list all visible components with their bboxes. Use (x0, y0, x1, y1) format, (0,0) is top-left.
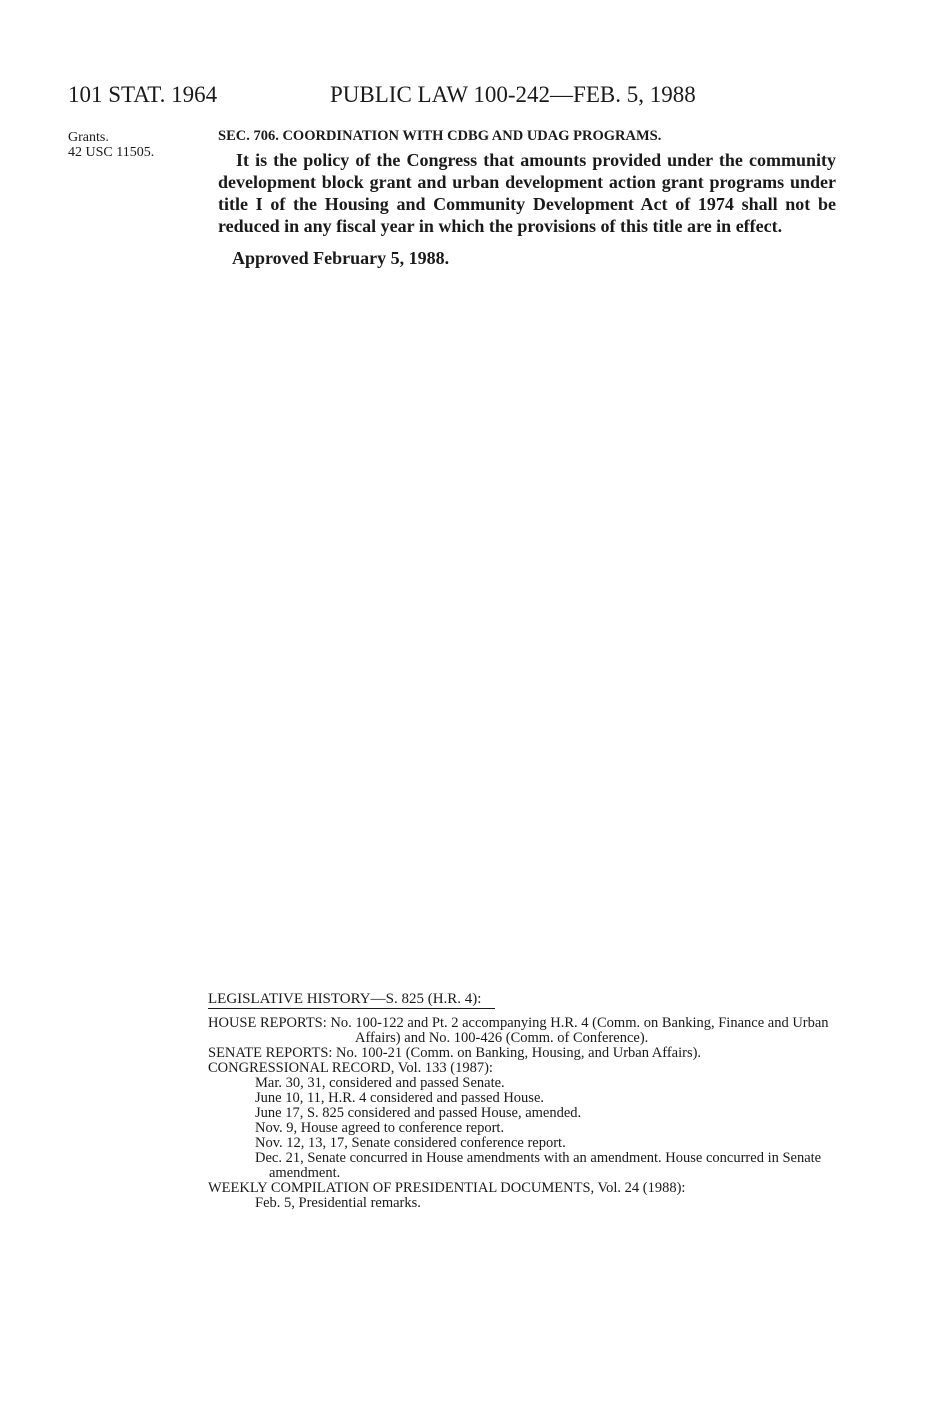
congressional-record: CONGRESSIONAL RECORD, Vol. 133 (1987): (208, 1060, 493, 1076)
legislative-history-title: LEGISLATIVE HISTORY—S. 825 (H.R. 4): (208, 992, 495, 1009)
record-entry: June 17, S. 825 considered and passed House, amended. (255, 1105, 582, 1121)
weekly-entry: Feb. 5, Presidential remarks. (255, 1195, 421, 1211)
section-body: It is the policy of the Congress that amounts provided under the community development block grant and urban development action grant programs under title I of the Housing and Community Development Act of 1974 shall not be reduced in any fiscal year in which the provisions of this title are in effect. (218, 150, 836, 236)
record-entry: Nov. 12, 13, 17, Senate considered conference report. (255, 1135, 566, 1151)
record-entry: Dec. 21, Senate concurred in House amendments with an amendment. House concurred in Senate amendment. (255, 1150, 822, 1181)
weekly-compilation: WEEKLY COMPILATION OF PRESIDENTIAL DOCUMENTS, Vol. 24 (1988): (208, 1180, 686, 1196)
legislative-history (208, 992, 840, 1211)
margin-note-grants: Grants. (68, 130, 109, 145)
public-law-citation: PUBLIC LAW 100-242—FEB. 5, 1988 (330, 82, 696, 107)
section-706 (218, 128, 836, 269)
approval-line: Approved February 5, 1988. (232, 248, 450, 268)
congressional-record-entries (208, 1076, 840, 1181)
margin-note-usc: 42 USC 11505. (68, 145, 155, 160)
record-entry: June 10, 11, H.R. 4 considered and passed House. (255, 1090, 545, 1106)
weekly-compilation-entries (208, 1196, 840, 1211)
senate-reports: SENATE REPORTS: No. 100-21 (Comm. on Banking, Housing, and Urban Affairs). (208, 1045, 702, 1061)
house-reports: HOUSE REPORTS: No. 100-122 and Pt. 2 accompanying H.R. 4 (Comm. on Banking, Finance and Urban Affairs) and No. 100-426 (Comm. of Conference). (208, 1015, 829, 1046)
running-head (68, 82, 868, 112)
record-entry: Nov. 9, House agreed to conference report. (255, 1120, 505, 1136)
statute-citation: 101 STAT. 1964 (68, 82, 218, 107)
section-heading: SEC. 706. COORDINATION WITH CDBG AND UDAG PROGRAMS. (218, 128, 662, 144)
margin-notes (68, 130, 208, 160)
record-entry: Mar. 30, 31, considered and passed Senate. (255, 1075, 505, 1091)
